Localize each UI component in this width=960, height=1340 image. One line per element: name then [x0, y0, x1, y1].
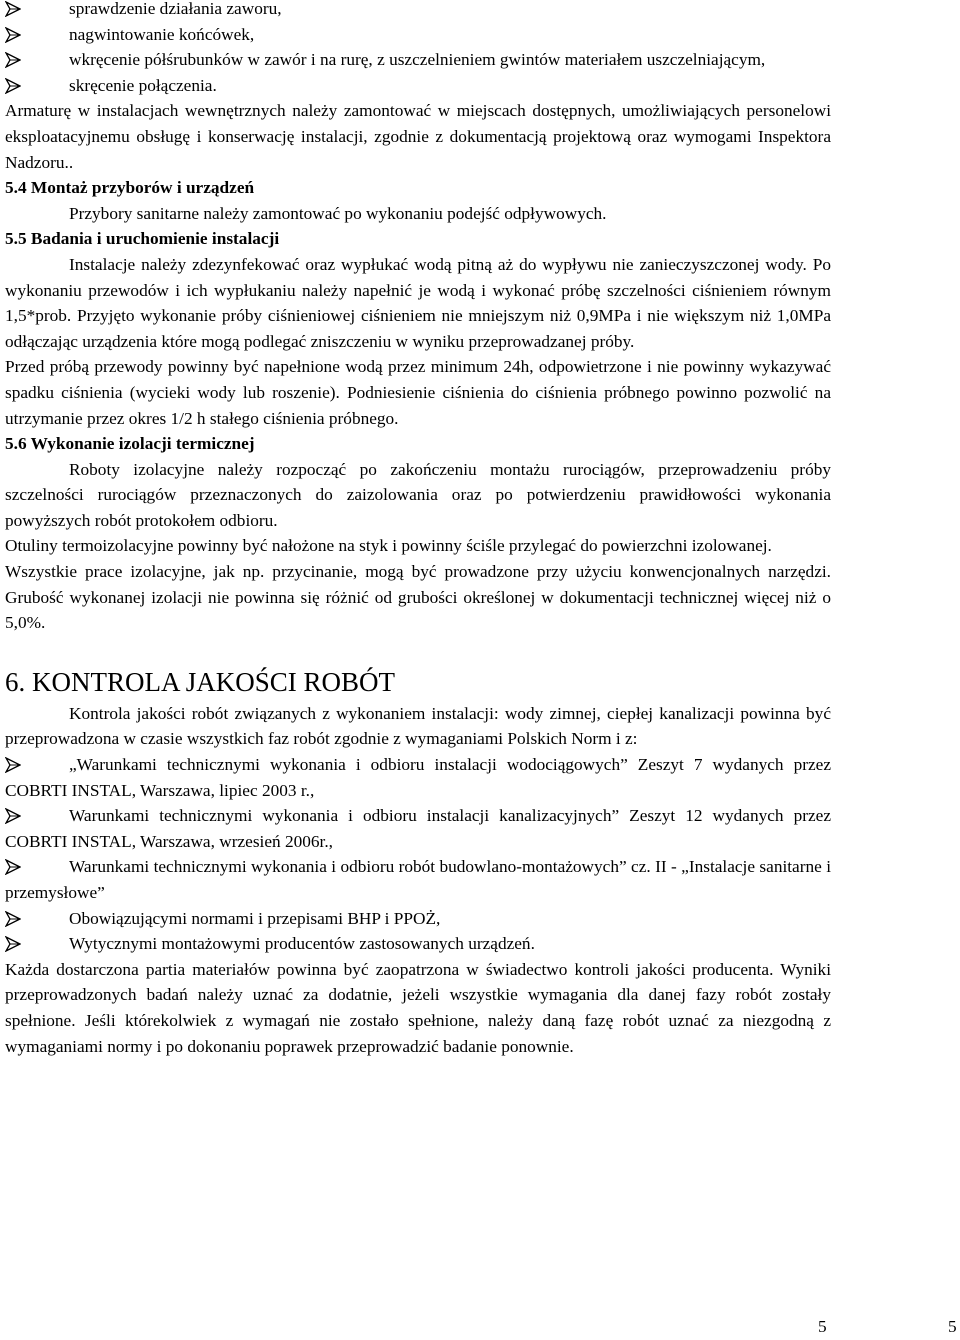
arrowhead-bullet-icon	[5, 808, 21, 824]
section-5-5-heading: 5.5 Badania i uruchomienie instalacji	[5, 229, 280, 249]
section-6-closing: Każda dostarczona partia materiałów powinna być zaopatrzona w świadectwo kontroli jakości producenta. Wyniki przeprowadzonych badań należy uznać za dodatnie, jeżeli wszystkie wymagania dla danej fazy robót zostały spełnione. Jeśli którekolwiek z wymagań nie zostało spełnione, należy daną fazę robót uznać za niezgodną z wymaganiami normy i po dokonaniu poprawek przeprowadzić badanie ponownie.	[5, 959, 831, 1056]
section-5-5-body-1: Instalacje należy zdezynfekować oraz wypłukać wodą pitną aż do wypływu nie zanieczyszczonej wody. Po wykonaniu przewodów i ich wypłukaniu należy napełnić je wodą i wykonać próbę szczelności ciśnieniem równym 1,5*prob. Przyjęto wykonanie próby ciśnieniowej ciśnieniem nie mniejszym niż 0,9MPa i nie większym niż 1,0MPa odłączając urządzenia które mogą podlegać zniszczeniu w wyniku przeprowadzanej próby.	[5, 254, 831, 351]
intro-bullet-list	[5, 0, 831, 98]
section-6-heading: 6. KONTROLA JAKOŚCI ROBÓT	[5, 666, 396, 697]
section-5-5-body-2: Przed próbą przewody powinny być napełnione wodą przez minimum 24h, odpowietrzone i nie powinny wykazywać spadku ciśnienia (wycieki wody lub roszenie). Podniesienie ciśnienia do ciśnienia próbnego powinno pozwolić na utrzymanie przez okres 1/2 h stałego ciśnienia próbnego.	[5, 357, 831, 428]
arrowhead-bullet-icon	[5, 859, 21, 875]
list-item	[5, 906, 831, 932]
list-item-text: Warunkami technicznymi wykonania i odbioru instalacji kanalizacyjnych” Zeszyt 12 wydanych przez COBRTI INSTAL, Warszawa, wrzesień 2006r.,	[5, 806, 831, 851]
list-item-text: Obowiązującymi normami i przepisami BHP i PPOŻ,	[69, 908, 441, 928]
list-item	[5, 22, 831, 48]
section-5-4-heading: 5.4 Montaż przyborów i urządzeń	[5, 178, 255, 198]
arrowhead-bullet-icon	[5, 27, 21, 43]
section-5-6-body-2: Otuliny termoizolacyjne powinny być nałożone na styk i powinny ściśle przylegać do powierzchni izolowanej.	[5, 536, 772, 556]
list-item	[5, 752, 831, 803]
standards-bullet-list	[5, 752, 831, 957]
list-item-text: skręcenie połączenia.	[69, 75, 217, 95]
arrowhead-bullet-icon	[5, 936, 21, 952]
section-6-intro: Kontrola jakości robót związanych z wykonaniem instalacji: wody zimnej, ciepłej kanalizacji powinna być przeprowadzona w czasie wszystkich faz robót zgodnie z wymaganiami Polskich Norm i z:	[5, 703, 831, 749]
list-item	[5, 47, 831, 73]
list-item	[5, 803, 831, 854]
list-item-text: Warunkami technicznymi wykonania i odbioru robót budowlano-montażowych” cz. II - „Instalacje sanitarne i przemysłowe”	[5, 857, 831, 902]
list-item-text: wkręcenie półśrubunków w zawór i na rurę, z uszczelnieniem gwintów materiałem uszczelniającym,	[69, 50, 766, 70]
section-5-6-heading: 5.6 Wykonanie izolacji termicznej	[5, 434, 255, 454]
list-item	[5, 931, 831, 957]
list-item-text: sprawdzenie działania zaworu,	[69, 0, 282, 18]
section-5-6-body-1: Roboty izolacyjne należy rozpocząć po zakończeniu montażu rurociągów, przeprowadzeniu próby szczelności rurociągów przeznaczonych do zaizolowania oraz po potwierdzeniu prawidłowości wykonania powyższych robót protokołem odbioru.	[5, 459, 831, 530]
section-5-4-body: Przybory sanitarne należy zamontować po wykonaniu podejść odpływowych.	[69, 203, 607, 223]
document-page	[5, 0, 831, 1059]
section-5-6-body-3: Wszystkie prace izolacyjne, jak np. przycinanie, mogą być prowadzone przy użyciu konwencjonalnych narzędzi. Grubość wykonanej izolacji nie powinna się różnić od grubości określonej w dokumentacji technicznej więcej niż o 5,0%.	[5, 562, 831, 633]
list-item	[5, 854, 831, 905]
arrowhead-bullet-icon	[5, 52, 21, 68]
page-number-left: 5	[818, 1317, 827, 1336]
list-item-text: nagwintowanie końcówek,	[69, 24, 255, 44]
page-number-right: 5	[948, 1317, 957, 1336]
list-item	[5, 0, 831, 22]
arrowhead-bullet-icon	[5, 911, 21, 927]
armature-paragraph: Armaturę w instalacjach wewnętrznych należy zamontować w miejscach dostępnych, umożliwiających personelowi eksploatacyjnemu obsługę i konserwację instalacji, zgodnie z dokumentacją projektową oraz wymogami Inspektora Nadzoru..	[5, 101, 831, 172]
arrowhead-bullet-icon	[5, 757, 21, 773]
arrowhead-bullet-icon	[5, 78, 21, 94]
list-item-text: Wytycznymi montażowymi producentów zastosowanych urządzeń.	[69, 934, 535, 954]
list-item	[5, 73, 831, 99]
list-item-text: „Warunkami technicznymi wykonania i odbioru instalacji wodociągowych” Zeszyt 7 wydanych przez COBRTI INSTAL, Warszawa, lipiec 2003 r.,	[5, 755, 831, 800]
arrowhead-bullet-icon	[5, 1, 21, 17]
